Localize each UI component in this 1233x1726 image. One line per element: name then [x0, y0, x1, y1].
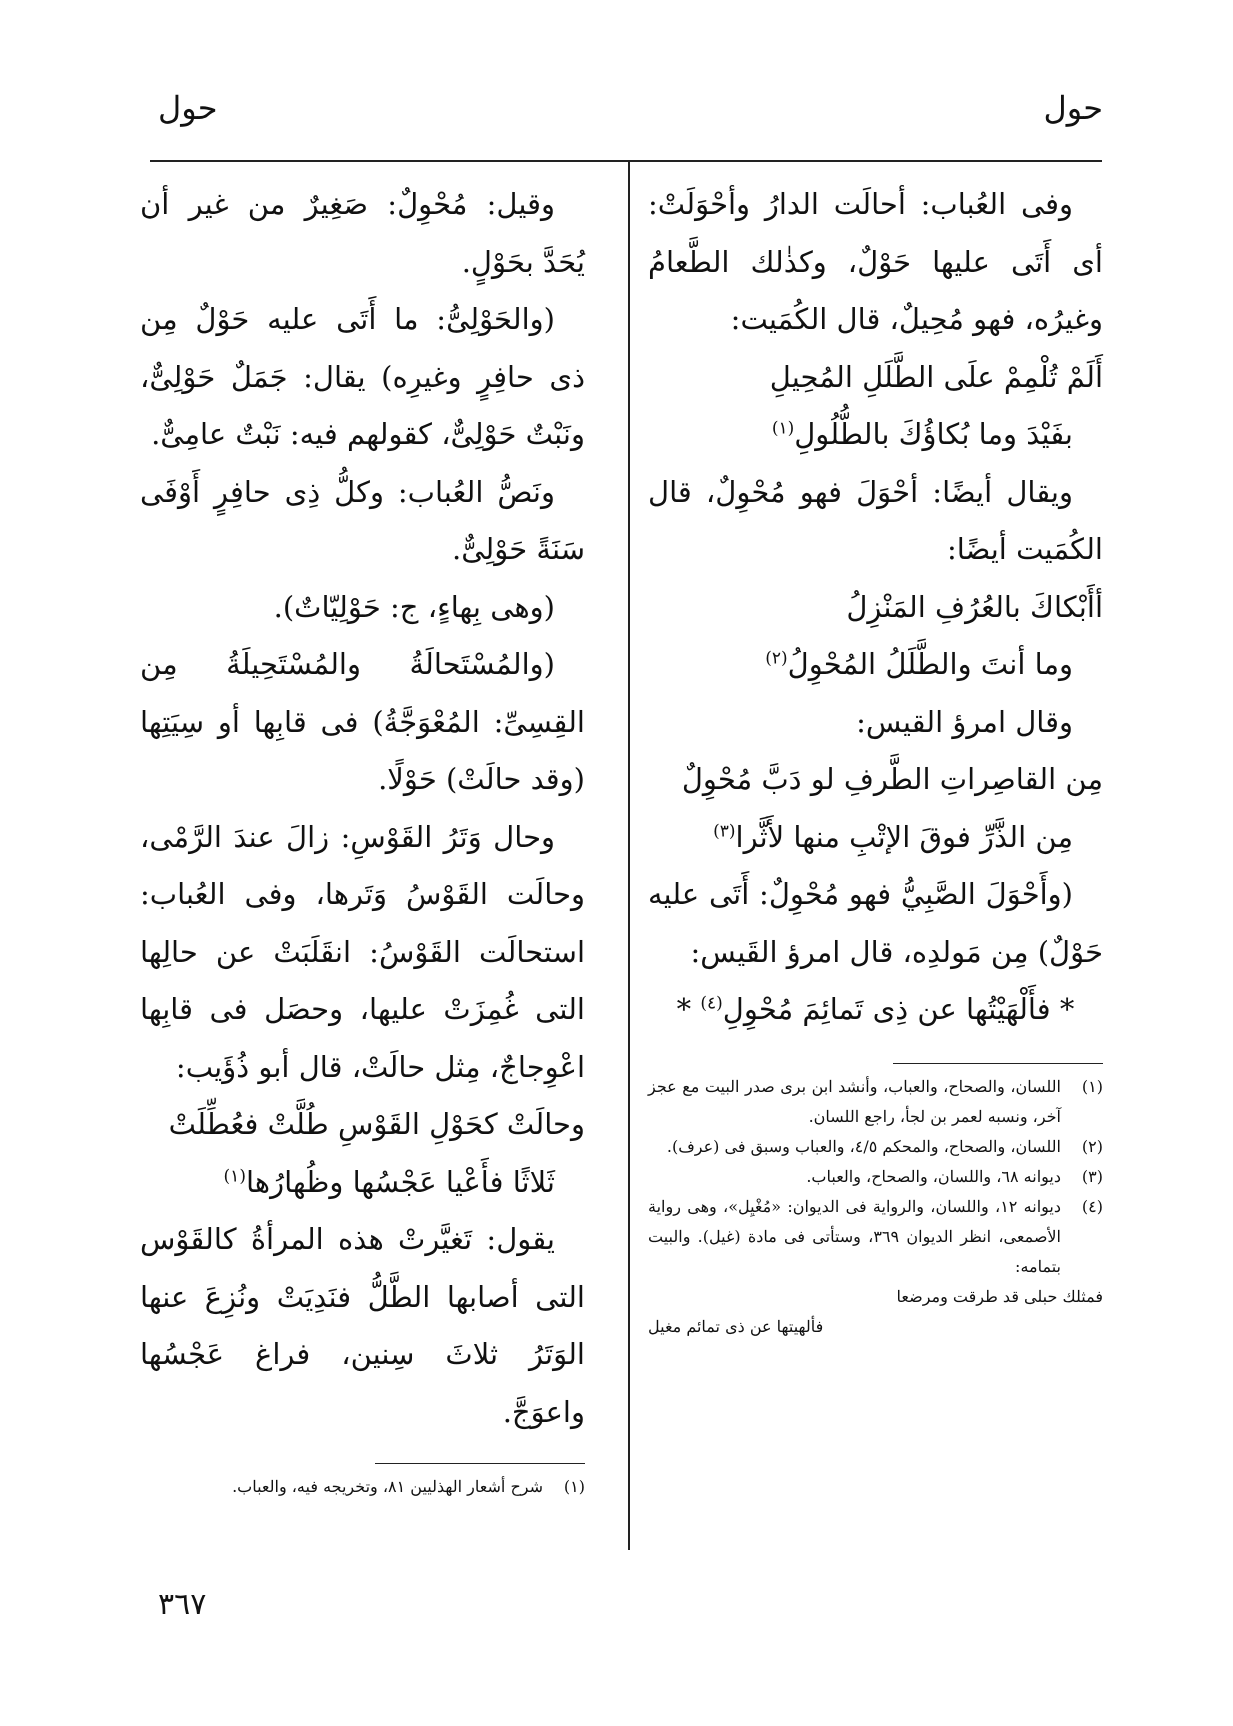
paragraph: وقيل: مُحْوِلٌ: صَغِيرٌ من غير أن يُحَدَّ بحَوْلٍ.: [140, 187, 585, 279]
paragraph: ونَصُّ العُباب: وكلُّ ذِى حافِرٍ أَوْفَى سَنَةً حَوْلِىٌّ.: [140, 474, 585, 566]
footnote: (١) اللسان، والصحاح، والعباب، وأنشد ابن برى صدر البيت مع عجز آخر، ونسبه لعمر بن لجأ، راجع اللسان.: [648, 1076, 1103, 1126]
page-number: ٣٦٧: [158, 1587, 207, 1622]
footnote-ref: (٣): [713, 820, 736, 841]
text-line: أى أَتَى عليها حَوْلٌ، وكذٰلك الطَّعامُ: [648, 244, 1103, 279]
paragraph: (والحَوْلِىُّ: ما أَتَى عليه حَوْلٌ مِن ذى حافِرٍ وغيرِه) يقال: جَمَلٌ حَوْلِىٌّ، ونَبْتٌ حَوْلِىٌّ، كقولهم فيه: نَبْتٌ عامِىٌّ.: [140, 302, 585, 451]
paragraph: (وهى بِهاءٍ، ج: حَوْلِيّاتٌ).: [273, 589, 555, 624]
footnote: (١) شرح أشعار الهذليين ٨١، وتخريجه فيه، والعباب.: [232, 1477, 585, 1496]
paragraph: [648, 176, 1103, 349]
footnote-rule: [893, 1063, 1103, 1064]
running-header-right: حول: [1043, 89, 1103, 127]
column-divider: [628, 160, 630, 1550]
footnote-rule: [375, 1463, 585, 1464]
footnote-ref: (٤): [700, 993, 723, 1014]
footnote-verse: فمثلك حبلى قد طرقت ومرضعا: [896, 1286, 1103, 1306]
paragraph: وقال امرؤ القيس:: [856, 704, 1073, 739]
running-header-left: حول: [158, 89, 218, 127]
text-line: وفى العُباب: أحالَت الدارُ وأحْوَلَتْ:: [648, 187, 1073, 221]
footnote: (٤) ديوانه ١٢، واللسان، والرواية فى الديوان: «مُغْيِل»، وهى رواية الأصمعى، انظر الديوان ٣٦٩، وستأتى فى مادة (غيل). والبيت بتمامه:: [648, 1196, 1103, 1276]
paragraph: يقول: تَغيَّرتْ هذه المرأةُ كالقَوْس التى أصابها الطَّلُّ فنَدِيَتْ ونُزِعَ عنها الوَتَرُ ثلاثَ سِنين، فراغ عَجْسُها واعوَجَّ.: [140, 1222, 585, 1429]
verse-second-hemistich: بفَيْدَ وما بُكاؤُكَ بالطُّلُولِ$^{(١)}$: [771, 417, 1073, 451]
paragraph: وحال وَتَرُ القَوْسِ: زالَ عندَ الرَّمْى، وحالَت القَوْسُ وَتَرها، وفى العُباب: استحالَت القَوْسُ: انقَلَبَتْ عن حالِها التى غُمِزَتْ عليها، وحصَل فى قابِها اعْوِجاجٌ، مِثل حالَتْ، قال أبو ذُؤَيب:: [140, 819, 585, 1084]
footnote-ref: (١): [771, 418, 795, 439]
verse-second-hemistich: ثَلاثًا فأَعْيا عَجْسُها وظُهارُها$^{(١)}$: [223, 1164, 555, 1199]
verse-first-hemistich: مِن القاصِراتِ الطَّرفِ لو دَبَّ مُحْوِلٌ: [681, 762, 1103, 796]
header-rule: [150, 160, 1102, 162]
left-column: [140, 176, 585, 1502]
paragraph: (وأَحْوَلَ الصَّبِيُّ فهو مُحْوِلٌ: أَتَى عليه حَوْلٌ) مِن مَولدِه، قال امرؤ القَيس:: [648, 877, 1103, 969]
paragraph: ويقال أيضًا: أحْوَلَ فهو مُحْوِلٌ، قال الكُمَيت أيضًا:: [648, 474, 1103, 566]
verse-first-hemistich: أأَبْكاكَ بالعُرُفِ المَنْزِلُ: [846, 589, 1103, 624]
verse-second-hemistich: وما أنتَ والطَّلَلُ المُحْوِلُ$^{(٢)}$: [765, 647, 1073, 681]
verse-first-hemistich: أَلَمْ تُلْمِمْ علَى الطَّلَلِ المُحِيلِ: [769, 359, 1103, 394]
verse-first-hemistich: وحالَتْ كحَوْلِ القَوْسِ طُلَّتْ فعُطِّلَتْ: [168, 1107, 585, 1141]
footnote-ref: (١): [223, 1165, 246, 1186]
footnote-verse: فألهيتها عن ذى تمائم مغيل: [648, 1316, 824, 1336]
verse-line: * فأَلْهَيْتُها عن ذِى تَمائِمَ مُحْوِلِ$^{(٤)}$ *: [676, 992, 1075, 1026]
right-column: [648, 176, 1103, 1342]
verse-second-hemistich: مِن الذَّرِّ فوقَ الإتْبِ منها لأَثَّرا$^{(٣)}$: [713, 819, 1073, 854]
footnote-ref: (٢): [765, 648, 788, 669]
paragraph: (والمُسْتَحالَةُ والمُسْتَحِيلَةُ مِن القِسِىِّ: المُعْوَجَّةُ) فى قابِها أو سِيَتِها (وقد حالَتْ) حَوْلًا.: [140, 647, 585, 796]
footnote: (٢) اللسان، والصحاح، والمحكم ٤/٥، والعباب وسبق فى (عرف).: [666, 1136, 1103, 1156]
text-line: وغيرُه، فهو مُحِيلٌ، قال الكُمَيت:: [730, 302, 1103, 336]
footnote: (٣) ديوانه ٦٨، واللسان، والصحاح، والعباب.: [806, 1166, 1103, 1186]
